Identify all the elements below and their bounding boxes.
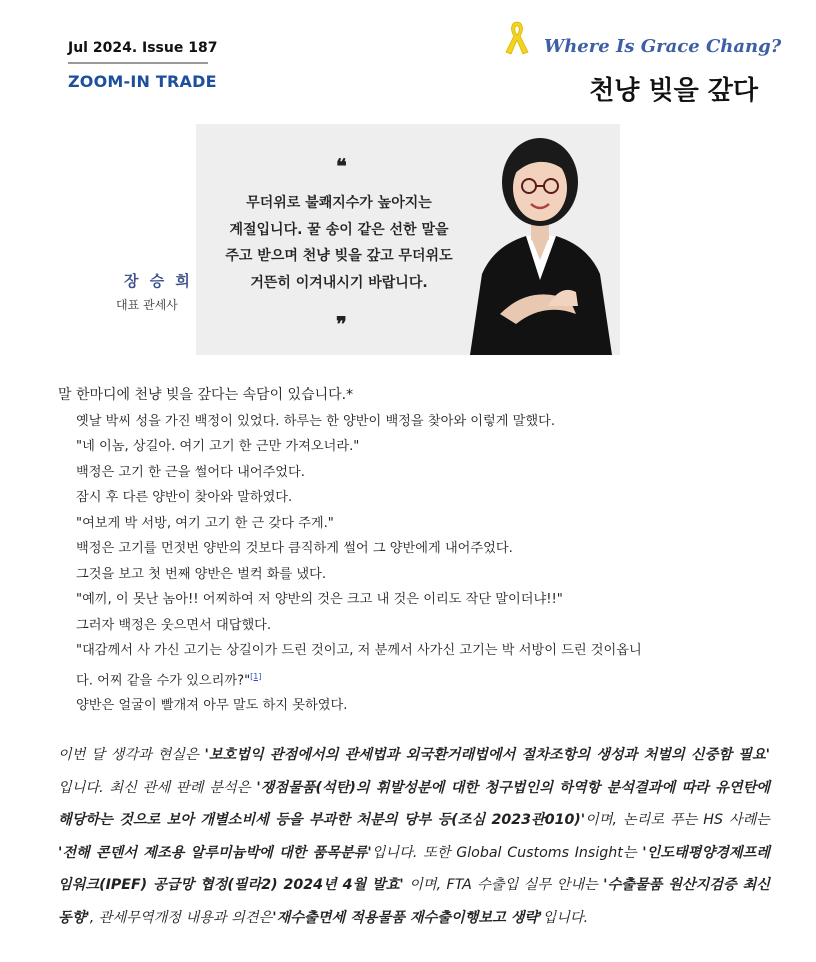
author-portrait — [460, 124, 620, 355]
quote-line: 계절입니다. 꿀 송이 같은 선한 말을 — [229, 221, 449, 238]
quote-text — [196, 190, 482, 296]
issue-divider — [68, 62, 208, 64]
story-section — [58, 383, 778, 719]
page-title: 천냥 빚을 갚다 — [589, 76, 758, 106]
summary-text: 이며, 논리로 푸는 HS 사례는 — [585, 812, 770, 828]
summary-highlight: '쟁점물품(석탄)의 휘발성분에 대한 청구법인의 하역항 분석결과에 따라 유연탄에 해당하는 것으로 보아 개별소비세 등을 부과한 처분의 당부 등(조심 2023관010)' — [58, 779, 770, 828]
story-line: "예끼, 이 못난 놈아!! 어찌하여 저 양반의 것은 크고 내 것은 이리도 작단 말이더냐!!" — [76, 592, 563, 607]
story-line: "대감께서 사 가신 고기는 상길이가 드린 것이고, 저 분께서 사가신 고기는 박 서방이 드린 것이옵니 — [76, 643, 642, 658]
summary-text: 이며, FTA 수출입 실무 안내는 — [403, 877, 604, 893]
open-quote-icon: ❝ — [336, 154, 347, 178]
quote-banner — [196, 124, 620, 355]
author-name: 장 승 희 — [124, 272, 193, 290]
summary-highlight: '보호법익 관점에서의 관세법과 외국환거래법에서 절차조항의 생성과 처벌의 신중함 필요' — [204, 747, 771, 763]
summary-text: 이번 달 생각과 현실은 — [58, 747, 205, 763]
summary-highlight: '수출물품 원산지검증 최신 동향' — [58, 877, 770, 926]
issue-label: Jul 2024. Issue 187 — [68, 40, 218, 56]
story-line-text: 다. 어찌 같을 수가 있으리까?" — [76, 672, 251, 688]
summary-text: 입니다. — [542, 909, 589, 926]
summary-text: 입니다. 최신 관세 판례 분석은 — [58, 779, 257, 796]
quote-line: 거뜬히 이겨내시기 바랍니다. — [250, 274, 428, 291]
story-line: 양반은 얼굴이 빨개져 아무 말도 하지 못하였다. — [76, 698, 348, 714]
story-line: 잠시 후 다른 양반이 찾아와 말하였다. — [76, 490, 293, 505]
story-line: 그것을 보고 첫 번째 양반은 벌컥 화를 냈다. — [76, 566, 327, 582]
footnote-link[interactable]: [1] — [250, 671, 262, 681]
summary-text: 입니다. 또한 Global Customs Insight는 — [371, 844, 643, 861]
story-line: 백정은 고기를 먼젓번 양반의 것보다 큼직하게 썰어 그 양반에게 내어주었다. — [76, 541, 513, 556]
story-line: "여보게 박 서방, 여기 고기 한 근 갖다 주게." — [76, 515, 334, 531]
yellow-ribbon-icon — [502, 18, 532, 56]
story-line-continued — [58, 664, 778, 694]
story-line: 옛날 박씨 성을 가진 백정이 있었다. 하루는 한 양반이 백정을 찾아와 이렇게 말했다. — [76, 413, 556, 429]
story-line: "네 이놈, 상길아. 여기 고기 한 근만 가져오너라." — [76, 439, 360, 454]
brand-name: ZOOM-IN TRADE — [68, 72, 217, 91]
close-quote-icon: ❞ — [336, 312, 347, 336]
story-line: 백정은 고기 한 근을 썰어다 내어주었다. — [76, 464, 305, 480]
monthly-summary — [58, 739, 770, 934]
column-name: Where Is Grace Chang? — [544, 36, 782, 57]
summary-highlight: '재수출면세 적용물품 재수출이행보고 생략' — [272, 909, 543, 926]
quote-line: 무더위로 불쾌지수가 높아지는 — [246, 195, 432, 211]
story-line: 그러자 백정은 웃으면서 대답했다. — [76, 617, 272, 633]
quote-line: 주고 받으며 천냥 빚을 갚고 무더위도 — [225, 248, 453, 264]
author-role: 대표 관세사 — [116, 298, 178, 312]
summary-text: , 관세무역개정 내용과 의견은 — [89, 909, 273, 926]
story-lead: 말 한마디에 천냥 빚을 갚다는 속담이 있습니다.* — [58, 387, 354, 403]
summary-highlight: '인도태평양경제프레임워크(IPEF) 공급망 협정(필라2) 2024년 4월 발효' — [58, 844, 770, 893]
summary-highlight: '전해 콘덴서 제조용 알루미늄박에 대한 품목분류' — [58, 844, 372, 861]
